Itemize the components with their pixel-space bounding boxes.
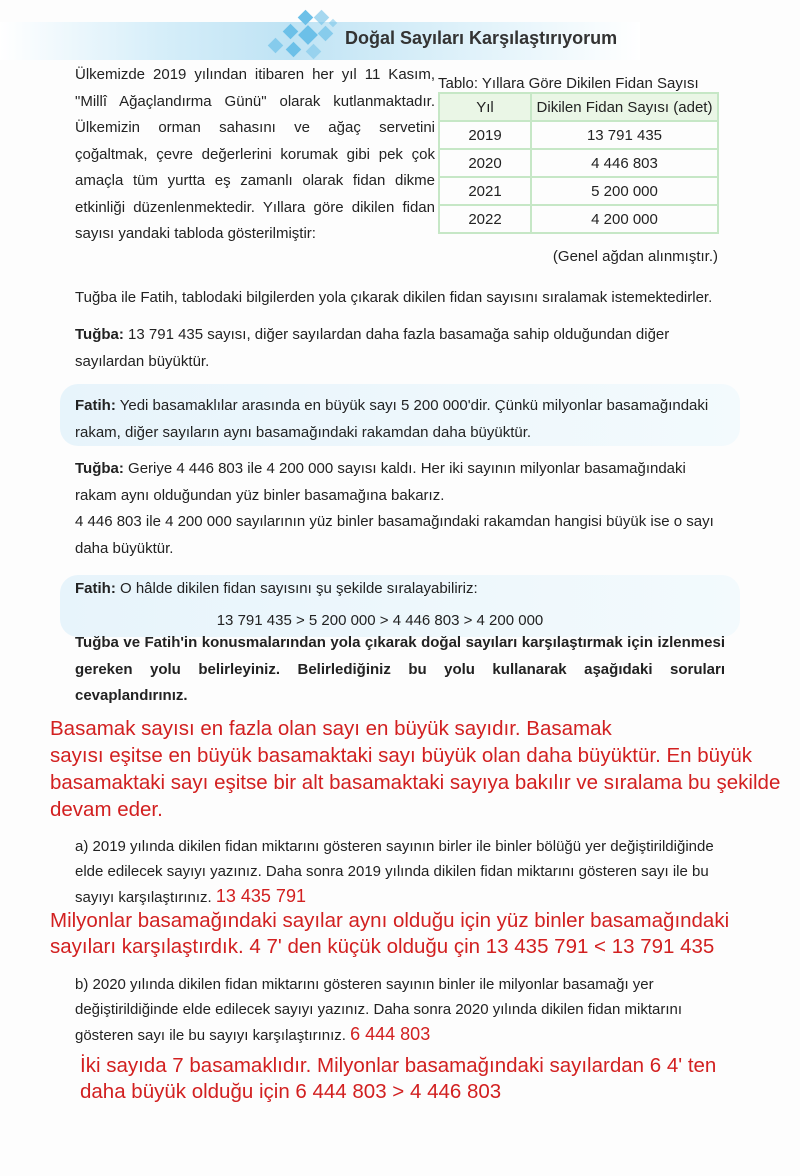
answer-line: sayısı eşitse en büyük basamaktaki sayı büyük olan daha büyüktür. En büyük <box>50 744 752 767</box>
table-row <box>439 177 718 205</box>
speech: O hâlde dikilen fidan sayısını şu şekilde sıralayabiliriz: <box>115 580 478 597</box>
question-text: b) 2020 yılında dikilen fidan miktarını gösteren sayının binler ile milyonlar basamağı yer değiştirildiğinde elde edilecek sayıyı yazınız. Daha sonra 2020 yılında dikilen fidan miktarını gösteren sayı ile bu sayıyı karşılaştırınız. <box>75 976 683 1044</box>
cell: 13 791 435 <box>531 121 718 149</box>
column-header: Yıl <box>439 93 531 121</box>
page-title: Doğal Sayıları Karşılaştırıyorum <box>345 28 618 48</box>
table-row <box>439 149 718 177</box>
cell: 5 200 000 <box>531 177 718 205</box>
question-text: a) 2019 yılında dikilen fidan miktarını gösteren sayının birler ile binler bölüğü yer değiştirildiğinde elde edilecek sayıyı yazınız. Daha sonra 2019 yılında dikilen fidan miktarını gösteren sayı ile bu sayıyı karşılaştırınız. <box>75 838 714 906</box>
speaker: Fatih: <box>75 580 116 597</box>
question-a <box>75 835 720 911</box>
intro-paragraph: Ülkemizde 2019 yılından itibaren her yıl 11 Kasım, "Millî Ağaçlandırma Günü" olarak kutlanmaktadır. Ülkemizin orman sahasını ve ağaç servetini çoğaltmak, çevre değerlerini korumak gibi pek çok amaçla tüm yurtta eş zamanlı olarak fidan dikme etkinliği düzenlenmektedir. Yıllara göre dikilen fidan sayısı yandaki tabloda gösterilmiştir: <box>75 66 435 242</box>
dialog-fatih-2 <box>75 576 725 603</box>
dialog-intro: Tuğba ile Fatih, tablodaki bilgilerden yola çıkarak dikilen fidan sayısını sıralamak istemektedirler. <box>75 289 713 306</box>
answer-line: basamaktaki sayı eşitse bir alt basamaktaki sayıya bakılır ve sıralama bu şekilde <box>50 771 781 794</box>
sapling-table <box>438 92 719 234</box>
answer-line: devam eder. <box>50 798 163 821</box>
cell: 4 446 803 <box>531 149 718 177</box>
answer-line: Basamak sayısı en fazla olan sayı en büyük sayıdır. Basamak <box>50 717 612 740</box>
question-b <box>75 972 720 1048</box>
explain-a: Milyonlar basamağındaki sayılar aynı olduğu için yüz binler basamağındaki <box>50 909 730 932</box>
cell: 2022 <box>439 205 531 233</box>
dialog-fatih-1 <box>75 393 725 446</box>
answer-a: 13 435 791 <box>215 886 306 906</box>
table-row <box>439 121 718 149</box>
table-caption: Tablo: Yıllara Göre Dikilen Fidan Sayısı <box>438 75 699 92</box>
cell: 2020 <box>439 149 531 177</box>
speech: 13 791 435 sayısı, diğer sayılardan daha fazla basamağa sahip olduğundan diğer sayılardan büyüktür. <box>75 326 670 370</box>
dialog-tugba-1 <box>75 322 725 375</box>
speech: Geriye 4 446 803 ile 4 200 000 sayısı kaldı. Her iki sayının milyonlar basamağındaki rakam aynı olduğundan yüz binler basamağına bakarız. <box>75 460 686 504</box>
speaker: Tuğba: <box>75 326 124 343</box>
explain-b: daha büyük olduğu için 6 444 803 > 4 446 803 <box>80 1080 502 1103</box>
cell: 2021 <box>439 177 531 205</box>
answer-b: 6 444 803 <box>350 1024 431 1044</box>
explain-a: sayıları karşılaştırdık. 4 7' den küçük olduğu çin 13 435 791 < 13 791 435 <box>50 935 715 958</box>
speech: Yedi basamaklılar arasında en büyük sayı 5 200 000'dir. Çünkü milyonlar basamağındaki rakam, diğer sayıların aynı basamağındaki rakamdan daha büyüktür. <box>75 397 709 441</box>
ordering: 13 791 435 > 5 200 000 > 4 446 803 > 4 200 000 <box>216 612 544 629</box>
task-text: Tuğba ve Fatih'in konusmalarından yola çıkarak doğal sayıları karşılaştırmak için izlenmesi gereken yolu belirleyiniz. Belirlediğiniz bu yolu kullanarak aşağıdaki soruları cevaplandırınız. <box>75 634 725 704</box>
speaker: Tuğba: <box>75 460 124 477</box>
column-header: Dikilen Fidan Sayısı (adet) <box>531 93 718 121</box>
table-row <box>439 205 718 233</box>
cell: 2019 <box>439 121 531 149</box>
cell: 4 200 000 <box>531 205 718 233</box>
table-source: (Genel ağdan alınmıştır.) <box>552 248 718 265</box>
dialog-tugba-2 <box>75 456 725 562</box>
speaker: Fatih: <box>75 397 116 414</box>
speech: 4 446 803 ile 4 200 000 sayılarının yüz binler basamağındaki rakamdan hangisi büyük ise o sayı daha büyüktür. <box>75 513 714 557</box>
explain-b: İki sayıda 7 basamaklıdır. Milyonlar basamağındaki sayılardan 6 4' ten <box>80 1054 717 1077</box>
